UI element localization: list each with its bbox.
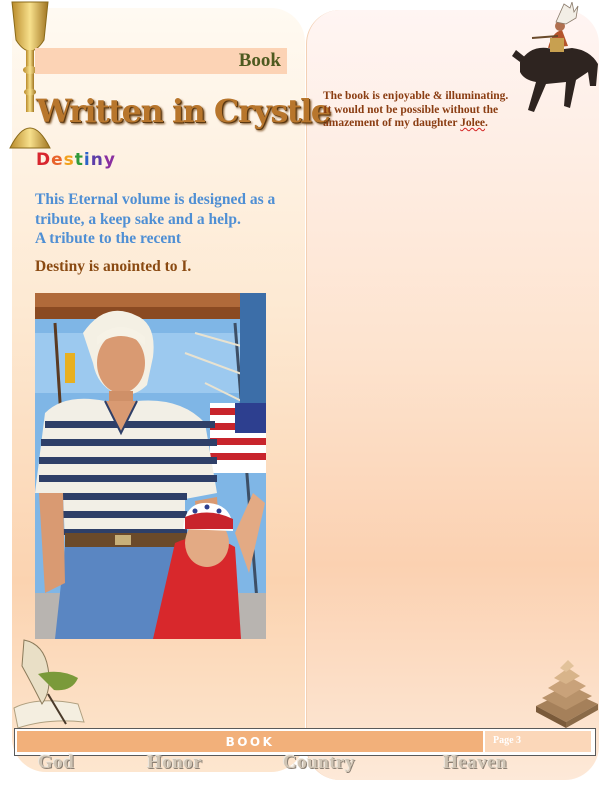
- subtitle-letter: D: [36, 150, 52, 170]
- intro-line: A tribute to the recent: [35, 230, 182, 247]
- right-line-text: amazement of my daughter: [323, 117, 461, 129]
- right-line-period: .: [485, 117, 488, 129]
- subtitle-wordart: [36, 150, 116, 170]
- subtitle-letter: i: [83, 150, 91, 170]
- motto-god: God: [38, 752, 75, 773]
- motto-honor: Honor: [147, 752, 203, 773]
- right-line: It would not be possible without the: [323, 103, 499, 116]
- header-bar: [35, 48, 287, 74]
- right-line: [323, 117, 533, 131]
- right-paragraph: [323, 90, 533, 131]
- family-photo: [35, 293, 266, 639]
- page-title: Written in Crystle: [36, 92, 330, 130]
- section-label: Book: [238, 50, 281, 71]
- subtitle-letter: n: [90, 150, 104, 170]
- subtitle-letter: e: [51, 150, 64, 170]
- motto-heaven: Heaven: [443, 752, 508, 773]
- intro-line: tribute, a keep sake and a help.: [35, 210, 241, 228]
- intro-paragraph: [35, 190, 290, 249]
- native-rider-icon: [512, 2, 604, 134]
- daughter-name: Jolee: [460, 117, 486, 129]
- motto-country: Country: [283, 752, 356, 773]
- quill-scroll-icon: [8, 638, 90, 730]
- right-line: The book is enjoyable & illuminating.: [323, 90, 509, 102]
- intro-line: This Eternal volume is designed as a: [35, 191, 276, 208]
- footer-bar: [17, 731, 483, 752]
- flag: [210, 403, 266, 473]
- destiny-line: Destiny is anointed to I.: [35, 258, 192, 275]
- page-number: Page 3: [493, 735, 522, 746]
- subtitle-letter: y: [103, 150, 116, 170]
- footer-label: BOOK: [225, 735, 275, 749]
- page-number-box: [485, 731, 591, 752]
- stone-pyramid-icon: [532, 652, 602, 728]
- subtitle-letter: t: [74, 150, 84, 170]
- subtitle-letter: s: [63, 150, 75, 170]
